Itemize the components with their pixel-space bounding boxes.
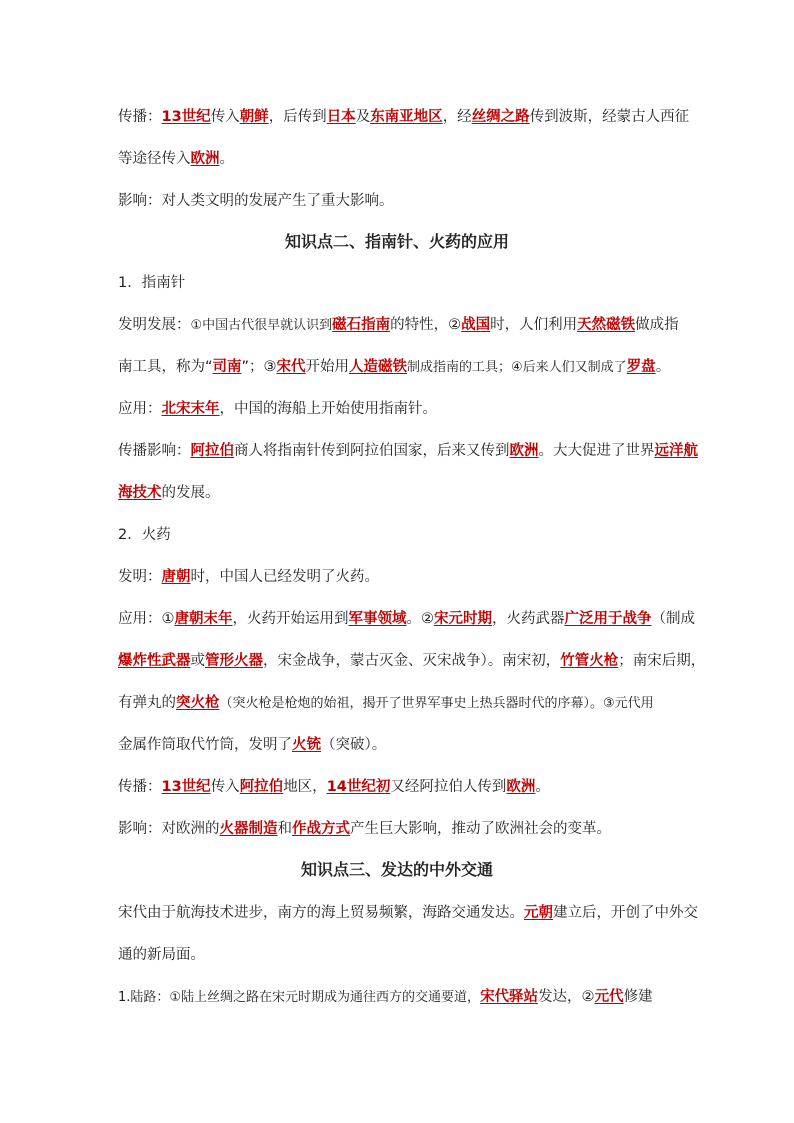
keyword: 管形火器 <box>205 653 263 669</box>
text-segment: 修建 <box>623 989 653 1005</box>
text-line <box>118 610 695 628</box>
keyword: 磁石指南 <box>332 317 391 333</box>
text-segment: 。 <box>535 779 550 795</box>
text-segment: 及 <box>355 109 371 125</box>
text-line <box>118 526 683 544</box>
keyword: 海技术 <box>118 485 162 501</box>
text-segment: ，宋金战争，蒙古灭金、灭宋战争）。南宋初， <box>263 653 561 669</box>
text-segment: ，经 <box>442 109 472 125</box>
keyword: 军事领域 <box>348 611 407 627</box>
text-segment: ”；③ <box>241 359 277 375</box>
text-segment: 。② <box>406 611 434 627</box>
keyword: 欧洲 <box>190 151 220 167</box>
keyword: 唐朝末年 <box>174 611 233 627</box>
text-segment: ，火药武器 <box>492 611 565 627</box>
keyword: 战国 <box>461 317 491 333</box>
keyword: 13世纪 <box>161 109 211 125</box>
text-line <box>118 358 683 377</box>
keyword: 14世纪初 <box>326 779 391 795</box>
keyword: 欧洲 <box>506 779 536 795</box>
text-segment: 应用：① <box>118 611 175 627</box>
keyword: 宋代 <box>276 359 306 375</box>
text-segment: 的发展。 <box>161 485 220 501</box>
text-segment: 影响：对欧洲的 <box>118 821 220 837</box>
keyword: 阿拉伯 <box>239 779 284 795</box>
text-segment: 传播影响： <box>118 443 191 459</box>
text-segment: 等途径传入 <box>118 151 191 167</box>
keyword: 欧洲 <box>509 443 539 459</box>
text-segment: 时，人们利用 <box>490 317 578 333</box>
text-segment: 通的新局面。 <box>118 947 205 963</box>
text-segment: 有弹丸的 <box>118 695 176 711</box>
text-segment: ，后传到 <box>268 109 327 125</box>
keyword: 竹管火枪 <box>560 653 619 669</box>
keyword: 朝鲜 <box>239 109 269 125</box>
keyword: 爆炸性武器 <box>118 653 191 669</box>
text-segment: 影响：对人类文明的发展产生了重大影响。 <box>118 193 394 209</box>
section-heading: 知识点二、指南针、火药的应用 <box>284 232 509 251</box>
text-segment: 和 <box>277 821 292 837</box>
keyword: 北宋末年 <box>161 401 220 417</box>
keyword: 司南 <box>212 359 242 375</box>
text-segment: 发达，② <box>538 989 595 1005</box>
text-line <box>118 400 683 418</box>
text-segment: 应用： <box>118 401 162 417</box>
keyword: 远洋航 <box>654 443 698 459</box>
keyword: 元代 <box>594 989 624 1005</box>
text-segment: 1．指南针 <box>118 275 186 291</box>
text-segment: 地区， <box>283 779 327 795</box>
text-segment: 。 <box>219 151 234 167</box>
text-line <box>118 736 683 754</box>
text-segment: 传入 <box>210 109 240 125</box>
keyword: 罗盘 <box>626 359 656 375</box>
keyword: 火铳 <box>292 737 321 753</box>
keyword: 作战方式 <box>292 821 350 837</box>
text-segment: 南工具，称为“ <box>118 359 213 375</box>
text-segment: 开始用 <box>305 359 350 375</box>
text-line <box>118 274 683 292</box>
text-segment: 。 <box>655 359 671 375</box>
text-segment: ；南宋后期， <box>618 653 706 669</box>
text-segment: 传播： <box>118 779 162 795</box>
text-segment: 建立后，开创了中外交 <box>553 905 698 921</box>
text-segment: 1.陆路：①陆上丝绸之路在宋元时期成为通往西方的交通要道， <box>118 990 481 1005</box>
text-segment: ，中国的海船上开始使用指南针。 <box>219 401 437 417</box>
keyword: 日本 <box>326 109 356 125</box>
text-line <box>118 694 683 713</box>
text-segment: 传到波斯，经蒙古人西征 <box>529 109 690 125</box>
keyword: 宋元时期 <box>434 611 492 627</box>
text-line <box>118 150 683 168</box>
text-line <box>118 442 698 460</box>
text-line <box>118 778 683 796</box>
keyword: 火器制造 <box>219 821 278 837</box>
text-line <box>118 192 683 210</box>
text-segment: 或 <box>190 653 205 669</box>
section-heading: 知识点三、发达的中外交通 <box>300 860 493 879</box>
text-segment: ，火药开始运用到 <box>232 611 349 627</box>
text-line <box>118 904 698 922</box>
text-line <box>118 568 683 586</box>
text-line <box>118 946 683 964</box>
text-segment: 发明： <box>118 569 162 585</box>
text-segment: 发明发展： <box>118 317 191 333</box>
text-segment: 的特性，② <box>390 317 462 333</box>
keyword: 东南亚地区 <box>370 109 443 125</box>
text-segment: 产生巨大影响，推动了欧洲社会的变革。 <box>350 821 611 837</box>
keyword: 天然磁铁 <box>577 317 636 333</box>
text-segment: 又经阿拉伯人传到 <box>390 779 507 795</box>
text-line <box>118 108 690 126</box>
keyword: 13世纪 <box>161 779 211 795</box>
text-segment: 做成指 <box>635 317 679 333</box>
text-segment: 制成指南的工具；④后来人们又制成了 <box>407 360 627 375</box>
text-line <box>118 988 683 1007</box>
text-segment: 商人将指南针传到阿拉伯国家，后来又传到 <box>234 443 510 459</box>
text-segment: 时，中国人已经发明了火药。 <box>190 569 379 585</box>
keyword: 元朝 <box>524 905 553 921</box>
text-segment: 传入 <box>210 779 240 795</box>
text-line <box>118 316 683 335</box>
text-segment: （突破）。 <box>321 737 387 753</box>
text-segment: ①中国古代很早就认识到 <box>190 318 333 333</box>
keyword: 人造磁铁 <box>349 359 408 375</box>
keyword: 宋代驿站 <box>480 989 539 1005</box>
keyword: 突火枪 <box>176 695 220 711</box>
text-segment: 。大大促进了世界 <box>538 443 655 459</box>
keyword: 阿拉伯 <box>190 443 234 459</box>
text-segment: （突火枪是枪炮的始祖，揭开了世界军事史上热兵器时代的序幕）。③元代用 <box>219 696 654 711</box>
text-segment: 宋代由于航海技术进步，南方的海上贸易频繁，海路交通发达。 <box>118 905 524 921</box>
text-line <box>118 652 706 670</box>
text-line <box>118 484 683 502</box>
text-segment: 传播： <box>118 109 162 125</box>
text-line <box>118 820 683 838</box>
keyword: 广泛用于战争 <box>564 611 652 627</box>
text-segment: 2．火药 <box>118 527 171 543</box>
keyword: 丝绸之路 <box>471 109 530 125</box>
keyword: 唐朝 <box>161 569 191 585</box>
text-segment: （制成 <box>651 611 695 627</box>
text-segment: 金属作筒取代竹筒，发明了 <box>118 737 292 753</box>
